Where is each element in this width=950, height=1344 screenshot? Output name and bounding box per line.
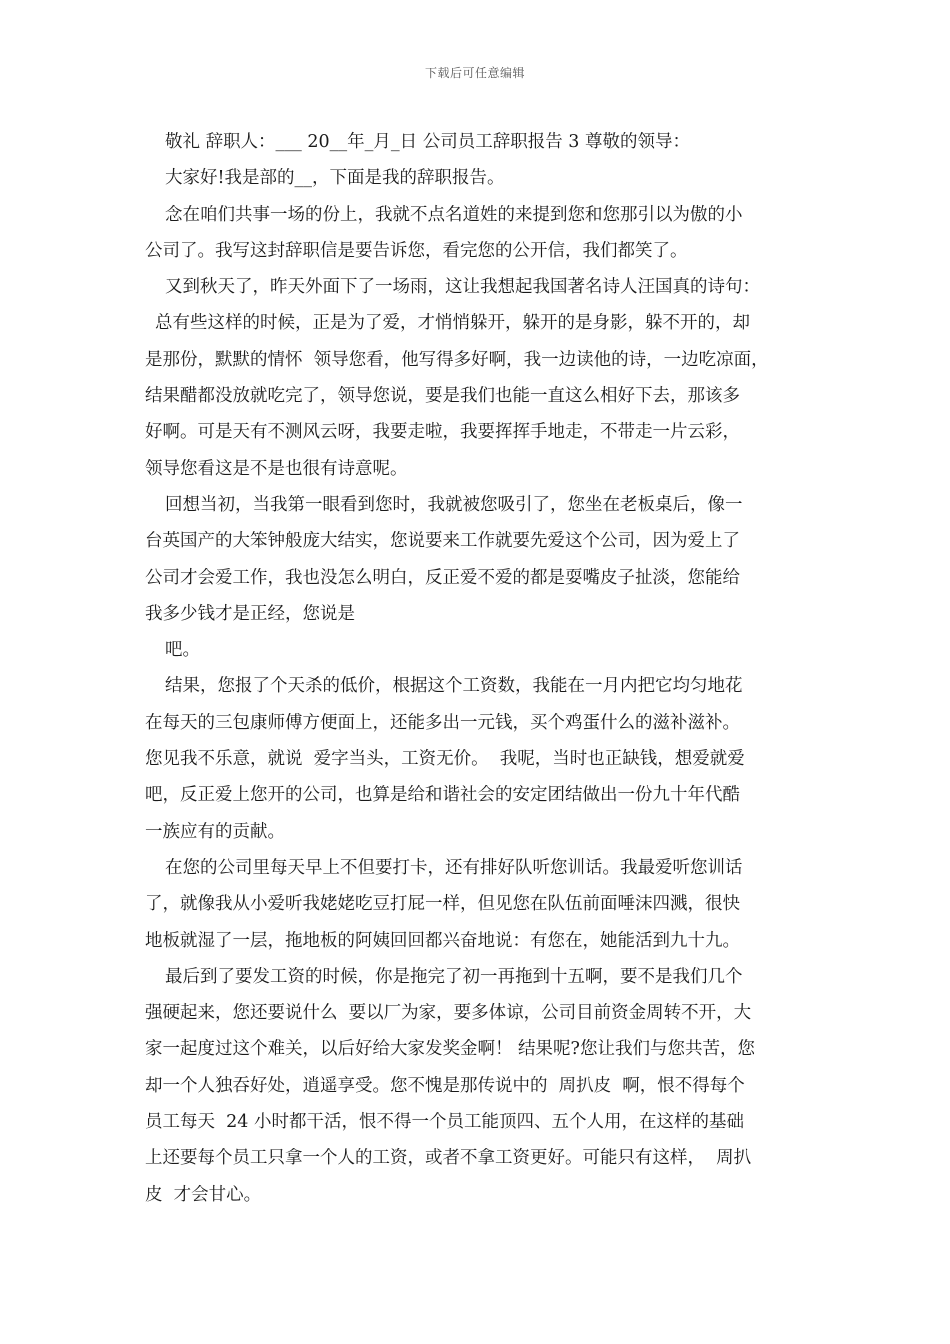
paragraph-line: 好啊。可是天有不测风云呀，我要走啦，我要挥挥手地走，不带走一片云彩， — [145, 422, 740, 443]
paragraph-line: 公司才会爱工作，我也没怎么明白，反正爱不爱的都是耍嘴皮子扯淡，您能给 — [145, 567, 740, 588]
paragraph-line: 吧，反正爱上您开的公司，也算是给和谐社会的安定团结做出一份九十年代酷 — [145, 785, 740, 806]
paragraph-line: 结果醋都没放就吃完了，领导您说，要是我们也能一直这么相好下去，那该多 — [145, 386, 740, 407]
paragraph-line: 在每天的三包康师傅方便面上，还能多出一元钱，买个鸡蛋什么的滋补滋补。 — [145, 712, 740, 733]
paragraph-line: 皮 才会甘心。 — [145, 1184, 262, 1205]
paragraph-line: 您见我不乐意，就说 爱字当头，工资无价。 我呢，当时也正缺钱，想爱就爱 — [145, 749, 745, 770]
paragraph-line: 了，就像我从小爱听我姥姥吃豆打屁一样，但见您在队伍前面唾沫四溅，很快 — [145, 894, 740, 915]
paragraph-line: 总有些这样的时候，正是为了爱，才悄悄躲开，躲开的是身影，躲不开的，却 — [155, 313, 750, 334]
paragraph-line: 最后到了要发工资的时候，你是拖完了初一再拖到十五啊，要不是我们几个 — [165, 966, 743, 987]
paragraph-line: 大家好!我是部的__，下面是我的辞职报告。 — [165, 168, 505, 189]
paragraph-line: 念在咱们共事一场的份上，我就不点名道姓的来提到您和您那引以为傲的小 — [165, 204, 743, 225]
paragraph-line: 台英国产的大笨钟般庞大结实，您说要来工作就要先爱这个公司，因为爱上了 — [145, 531, 740, 552]
paragraph-line: 上还要每个员工只拿一个人的工资，或者不拿工资更好。可能只有这样， 周扒 — [145, 1148, 752, 1169]
paragraph-line: 一族应有的贡献。 — [145, 821, 285, 842]
page-header: 下载后可任意编辑 — [424, 66, 525, 80]
paragraph-line: 吧。 — [165, 640, 200, 661]
paragraph-line: 又到秋天了，昨天外面下了一场雨，这让我想起我国著名诗人汪国真的诗句： — [165, 277, 760, 298]
paragraph-line: 回想当初，当我第一眼看到您时，我就被您吸引了，您坐在老板桌后，像一 — [165, 494, 743, 515]
paragraph-line: 领导您看这是不是也很有诗意呢。 — [145, 458, 408, 479]
paragraph-line: 却一个人独吞好处，逍遥享受。您不愧是那传说中的 周扒皮 啊，恨不得每个 — [145, 1075, 745, 1096]
paragraph-line: 结果，您报了个天杀的低价，根据这个工资数，我能在一月内把它均匀地花 — [165, 676, 743, 697]
paragraph-line: 员工每天 24 小时都干活，恨不得一个员工能顶四、五个人用，在这样的基础 — [145, 1112, 744, 1133]
paragraph-line: 强硬起来，您还要说什么 要以厂为家，要多体谅，公司目前资金周转不开，大 — [145, 1003, 752, 1024]
paragraph-line: 公司了。我写这封辞职信是要告诉您，看完您的公开信，我们都笑了。 — [145, 240, 688, 261]
paragraph-line: 是那份，默默的情怀 领导您看，他写得多好啊，我一边读他的诗，一边吃凉面， — [145, 349, 769, 370]
paragraph-line: 地板就湿了一层，拖地板的阿姨回回都兴奋地说：有您在，她能活到九十九。 — [145, 930, 740, 951]
paragraph-line: 我多少钱才是正经，您说是 — [145, 603, 355, 624]
paragraph-line: 敬礼 辞职人：___ 20__年_月_日 公司员工辞职报告 3 尊敬的领导： — [165, 132, 690, 152]
document-body — [145, 124, 825, 1213]
paragraph-line: 在您的公司里每天早上不但要打卡，还有排好队听您训话。我最爱听您训话 — [165, 857, 743, 878]
paragraph-line: 家一起度过这个难关，以后好给大家发奖金啊！ 结果呢?您让我们与您共苦，您 — [145, 1039, 755, 1060]
